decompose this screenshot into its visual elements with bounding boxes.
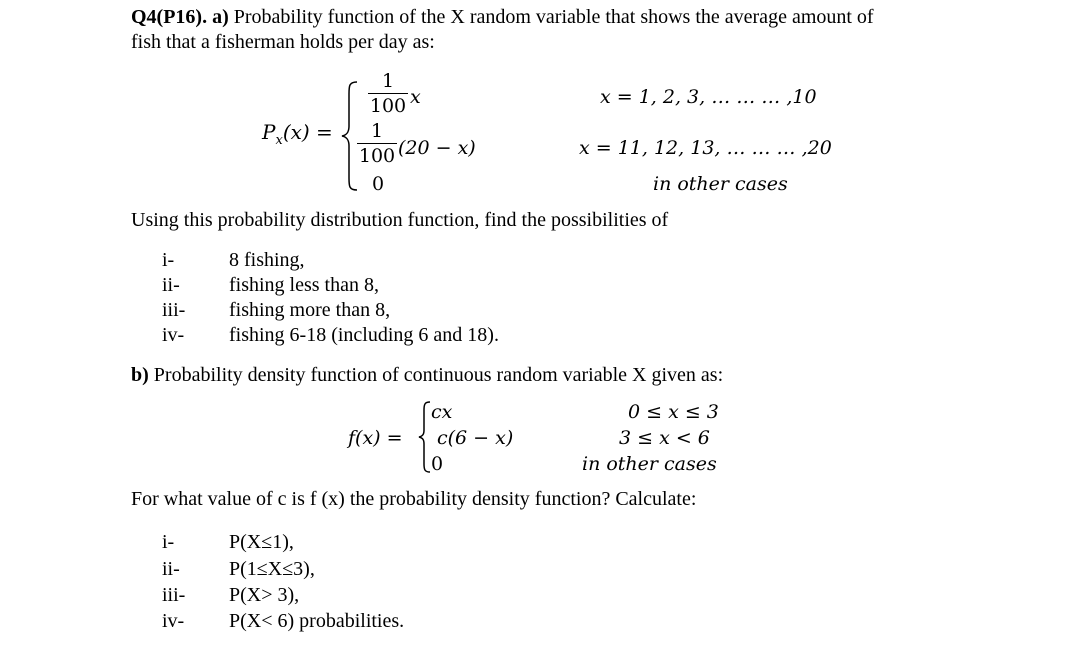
- pdf-case1-expr: cx: [431, 401, 453, 423]
- pdf-case3-condition: in other cases: [582, 453, 717, 475]
- pmf-case3-expr: 0: [372, 173, 385, 195]
- part-a-label: a): [212, 6, 229, 28]
- pdf-case1-condition: 0 ≤ x ≤ 3: [628, 401, 719, 423]
- part-a-prompt: Using this probability distribution function, find the possibilities of: [131, 209, 669, 231]
- pmf-case2-fraction: 1 100: [358, 120, 396, 167]
- pdf-lhs: f(x) =: [348, 427, 403, 449]
- pmf-case1-expr: x: [410, 86, 421, 108]
- question-intro-line1: [131, 6, 874, 29]
- part-b-intro: b) Probability density function of continuous random variable X given as:: [131, 364, 724, 386]
- pdf-case3-expr: 0: [431, 453, 444, 475]
- pdf-case2-expr: c(6 − x): [437, 427, 514, 449]
- intro-text-1: Probability function of the X random variable that shows the average amount of: [228, 6, 874, 28]
- pmf-case1-fraction: 1 100: [369, 70, 407, 117]
- pdf-left-brace: [418, 400, 432, 474]
- pmf-case1-condition: x = 1, 2, 3, … … … ,10: [600, 86, 817, 108]
- question-intro-line2: fish that a fisherman holds per day as:: [131, 31, 435, 53]
- part-b-label: b): [131, 364, 149, 386]
- pmf-lhs: $P_x(x)$ =: [262, 120, 333, 148]
- pdf-case2-condition: 3 ≤ x < 6: [619, 427, 710, 449]
- part-b-prompt: For what value of c is f (x) the probability density function? Calculate:: [131, 488, 697, 510]
- pmf-case2-expr: (20 − x): [398, 137, 476, 159]
- pmf-case2-condition: x = 11, 12, 13, … … … ,20: [579, 137, 832, 159]
- pmf-case3-condition: in other cases: [653, 173, 788, 195]
- question-label: Q4(P16).: [131, 6, 208, 28]
